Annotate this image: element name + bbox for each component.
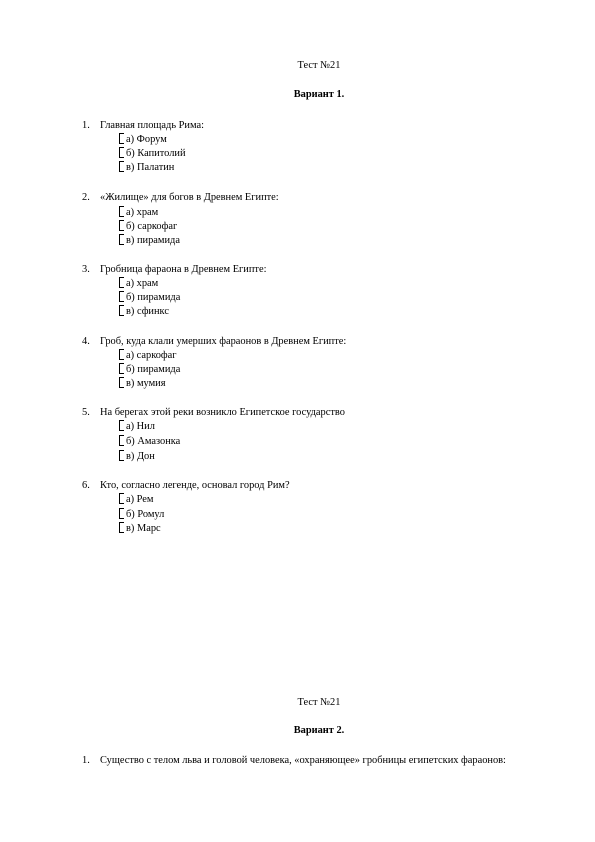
- question-number: 1.: [82, 755, 90, 766]
- option-b[interactable]: [119, 220, 177, 235]
- option-b[interactable]: [119, 435, 180, 450]
- question-text: Гробница фараона в Древнем Египте:: [100, 264, 267, 275]
- option-label: а) Рем: [126, 494, 154, 505]
- question-2-1: [82, 754, 532, 769]
- option-label: в) Дон: [126, 451, 155, 462]
- question-number: 5.: [82, 407, 90, 418]
- option-b[interactable]: [119, 291, 180, 306]
- question-text: На берегах этой реки возникло Египетское государство: [100, 407, 345, 418]
- question-5: [82, 406, 542, 421]
- question-number: 2.: [82, 192, 90, 203]
- option-a[interactable]: [119, 206, 158, 221]
- option-label: а) Форум: [126, 134, 167, 145]
- question-number: 1.: [82, 120, 90, 131]
- question-number: 6.: [82, 480, 90, 491]
- checkbox-icon[interactable]: [119, 522, 124, 533]
- option-label: а) Нил: [126, 421, 155, 432]
- checkbox-icon[interactable]: [119, 450, 124, 461]
- variant-heading-2: Вариант 2.: [293, 725, 345, 736]
- question-number: 4.: [82, 336, 90, 347]
- option-a[interactable]: [119, 277, 158, 292]
- test-title-2: Тест №21: [297, 697, 341, 708]
- option-b[interactable]: [119, 508, 164, 523]
- checkbox-icon[interactable]: [119, 435, 124, 446]
- question-number: 3.: [82, 264, 90, 275]
- option-b[interactable]: [119, 147, 186, 162]
- question-text: Гроб, куда клали умерших фараонов в Древнем Египте:: [100, 336, 347, 347]
- question-3: [82, 263, 542, 278]
- option-label: в) Марс: [126, 523, 161, 534]
- option-c[interactable]: [119, 377, 166, 392]
- question-text: Кто, согласно легенде, основал город Рим?: [100, 480, 290, 491]
- test-title: Тест №21: [297, 60, 341, 71]
- checkbox-icon[interactable]: [119, 291, 124, 302]
- option-a[interactable]: [119, 493, 154, 508]
- option-label: б) Амазонка: [126, 436, 181, 447]
- option-label: а) саркофаг: [126, 350, 177, 361]
- checkbox-icon[interactable]: [119, 277, 124, 288]
- option-label: в) сфинкс: [126, 306, 169, 317]
- variant-heading: Вариант 1.: [293, 89, 345, 100]
- checkbox-icon[interactable]: [119, 206, 124, 217]
- option-label: а) храм: [126, 278, 159, 289]
- option-label: в) пирамида: [126, 235, 180, 246]
- question-4: [82, 335, 542, 350]
- option-c[interactable]: [119, 234, 180, 249]
- option-c[interactable]: [119, 305, 169, 320]
- checkbox-icon[interactable]: [119, 161, 124, 172]
- option-label: б) пирамида: [126, 364, 181, 375]
- checkbox-icon[interactable]: [119, 420, 124, 431]
- option-a[interactable]: [119, 349, 177, 364]
- checkbox-icon[interactable]: [119, 133, 124, 144]
- question-6: [82, 479, 542, 494]
- option-label: в) мумия: [126, 378, 166, 389]
- checkbox-icon[interactable]: [119, 349, 124, 360]
- checkbox-icon[interactable]: [119, 493, 124, 504]
- option-label: б) Ромул: [126, 509, 165, 520]
- question-text: «Жилище» для богов в Древнем Египте:: [100, 192, 279, 203]
- question-2: [82, 191, 542, 206]
- question-1: [82, 119, 542, 134]
- option-b[interactable]: [119, 363, 180, 378]
- checkbox-icon[interactable]: [119, 508, 124, 519]
- checkbox-icon[interactable]: [119, 147, 124, 158]
- option-label: а) храм: [126, 207, 159, 218]
- option-label: в) Палатин: [126, 162, 175, 173]
- option-label: б) Капитолий: [126, 148, 186, 159]
- option-c[interactable]: [119, 161, 174, 176]
- checkbox-icon[interactable]: [119, 305, 124, 316]
- checkbox-icon[interactable]: [119, 377, 124, 388]
- option-c[interactable]: [119, 450, 155, 465]
- question-text: Главная площадь Рима:: [100, 120, 204, 131]
- checkbox-icon[interactable]: [119, 234, 124, 245]
- option-label: б) пирамида: [126, 292, 181, 303]
- checkbox-icon[interactable]: [119, 220, 124, 231]
- question-text: Существо с телом льва и головой человека, «охраняющее» гробницы египетских фараонов:: [100, 755, 506, 766]
- option-label: б) саркофаг: [126, 221, 178, 232]
- option-a[interactable]: [119, 133, 167, 148]
- checkbox-icon[interactable]: [119, 363, 124, 374]
- option-c[interactable]: [119, 522, 161, 537]
- option-a[interactable]: [119, 420, 155, 435]
